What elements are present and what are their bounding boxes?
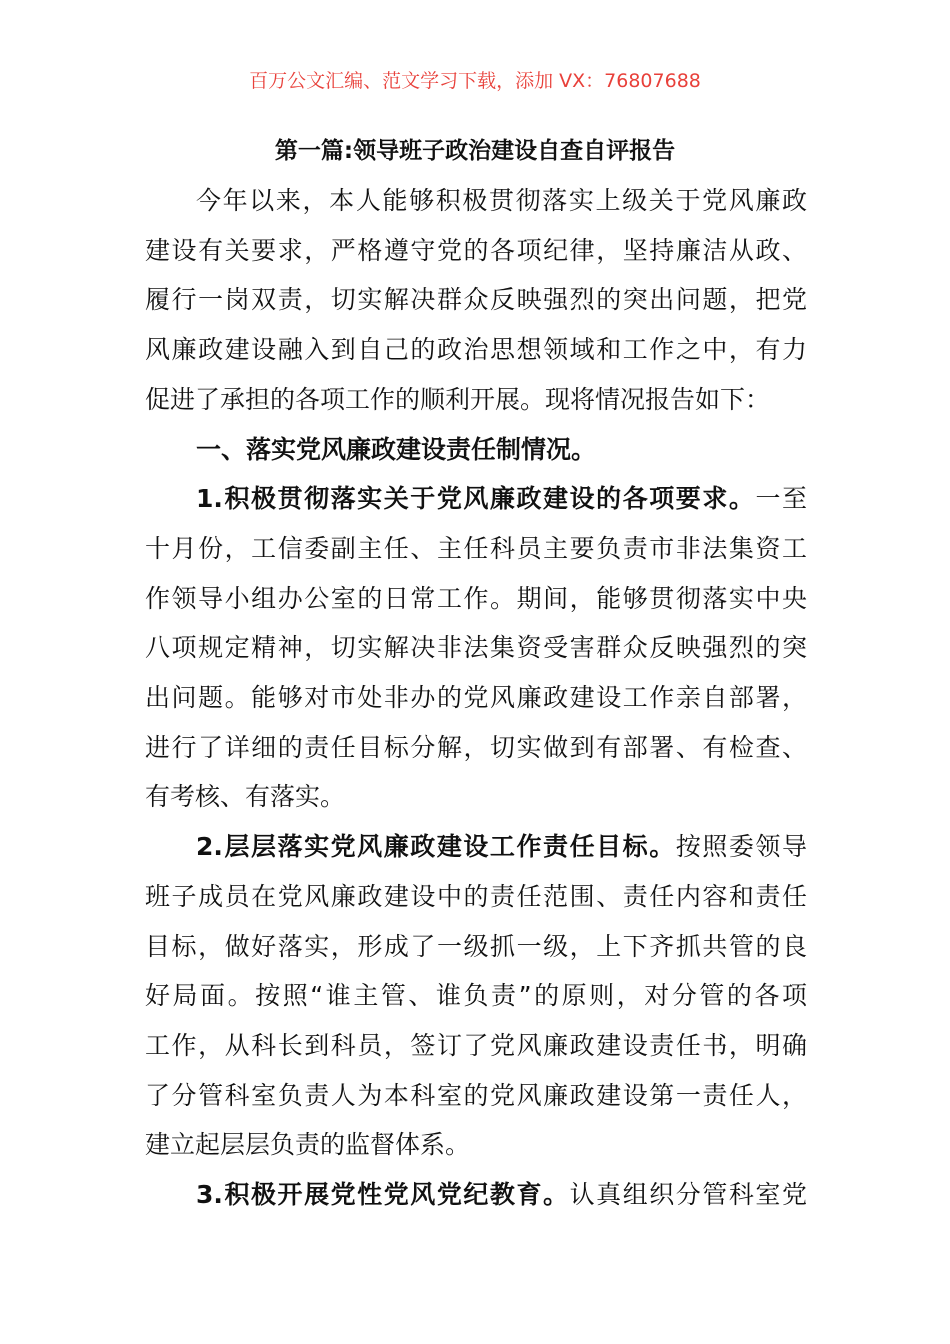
paragraph-line [196, 481, 807, 517]
watermark-contact: 百万公文汇编、范文学习下载，添加 VX：76807688 [249, 70, 701, 92]
paragraph-heading: 一、落实党风廉政建设责任制情况。 [196, 434, 597, 464]
paragraph-text: 作领导小组办公室的日常工作。期间，能够贯彻落实中央 [145, 583, 807, 613]
paragraph-line [196, 183, 807, 219]
paragraph-text: 一至 [755, 484, 807, 514]
paragraph-line [145, 332, 807, 368]
paragraph-line [145, 879, 807, 915]
paragraph-text: 建立起层层负责的监督体系。 [145, 1130, 471, 1160]
paragraph-text: 了分管科室负责人为本科室的党风廉政建设第一责任人， [145, 1080, 807, 1110]
paragraph-text: 目标，做好落实，形成了一级抓一级，上下齐抓共管的良 [145, 931, 807, 961]
paragraph-line [145, 1127, 807, 1163]
paragraph-line [145, 680, 807, 716]
paragraph-text: 按照委领导 [675, 832, 807, 862]
paragraph-heading: 2.层层落实党风廉政建设工作责任目标。 [196, 832, 676, 862]
paragraph-text: 建设有关要求，严格遵守党的各项纪律，坚持廉洁从政、 [145, 235, 807, 265]
paragraph-line [145, 282, 807, 318]
paragraph-line [145, 1078, 807, 1114]
paragraph-text: 出问题。能够对市处非办的党风廉政建设工作亲自部署， [145, 683, 807, 712]
paragraph-text: 工作，从科长到科员，签订了党风廉政建设责任书，明确 [145, 1030, 807, 1060]
paragraph-line [145, 779, 807, 815]
paragraph-line [145, 581, 807, 617]
paragraph-line [145, 730, 807, 766]
paragraph-line [196, 829, 807, 865]
paragraph-text: 履行一岗双责，切实解决群众反映强烈的突出问题，把党 [145, 285, 807, 315]
paragraph-text: 进行了详细的责任目标分解，切实做到有部署、有检查、 [145, 732, 807, 762]
paragraph-line [145, 978, 807, 1014]
paragraph-heading: 3.积极开展党性党风党纪教育。 [196, 1180, 570, 1209]
paragraph-line [145, 382, 807, 418]
paragraph-text: 八项规定精神，切实解决非法集资受害群众反映强烈的突 [145, 633, 807, 663]
paragraph-line [196, 432, 807, 468]
paragraph-text: 好局面。按照“谁主管、谁负责”的原则，对分管的各项 [145, 981, 807, 1011]
paragraph-line [145, 630, 807, 666]
paragraph-text: 认真组织分管科室党 [569, 1180, 807, 1209]
paragraph-text: 促进了承担的各项工作的顺利开展。现将情况报告如下： [145, 384, 771, 414]
paragraph-text: 风廉政建设融入到自己的政治思想领域和工作之中，有力 [145, 335, 807, 365]
paragraph-text: 今年以来，本人能够积极贯彻落实上级关于党风廉政 [196, 186, 807, 215]
paragraph-text: 有考核、有落实。 [145, 782, 346, 812]
paragraph-text: 班子成员在党风廉政建设中的责任范围、责任内容和责任 [145, 881, 807, 911]
paragraph-line [196, 1177, 807, 1213]
paragraph-line [145, 929, 807, 965]
paragraph-text: 十月份，工信委副主任、主任科员主要负责市非法集资工 [145, 533, 807, 563]
paragraph-line [145, 233, 807, 269]
paragraph-line [145, 531, 807, 567]
document-title: 第一篇:领导班子政治建设自查自评报告 [274, 138, 676, 164]
paragraph-line [145, 1028, 807, 1064]
paragraph-heading: 1.积极贯彻落实关于党风廉政建设的各项要求。 [196, 484, 756, 514]
